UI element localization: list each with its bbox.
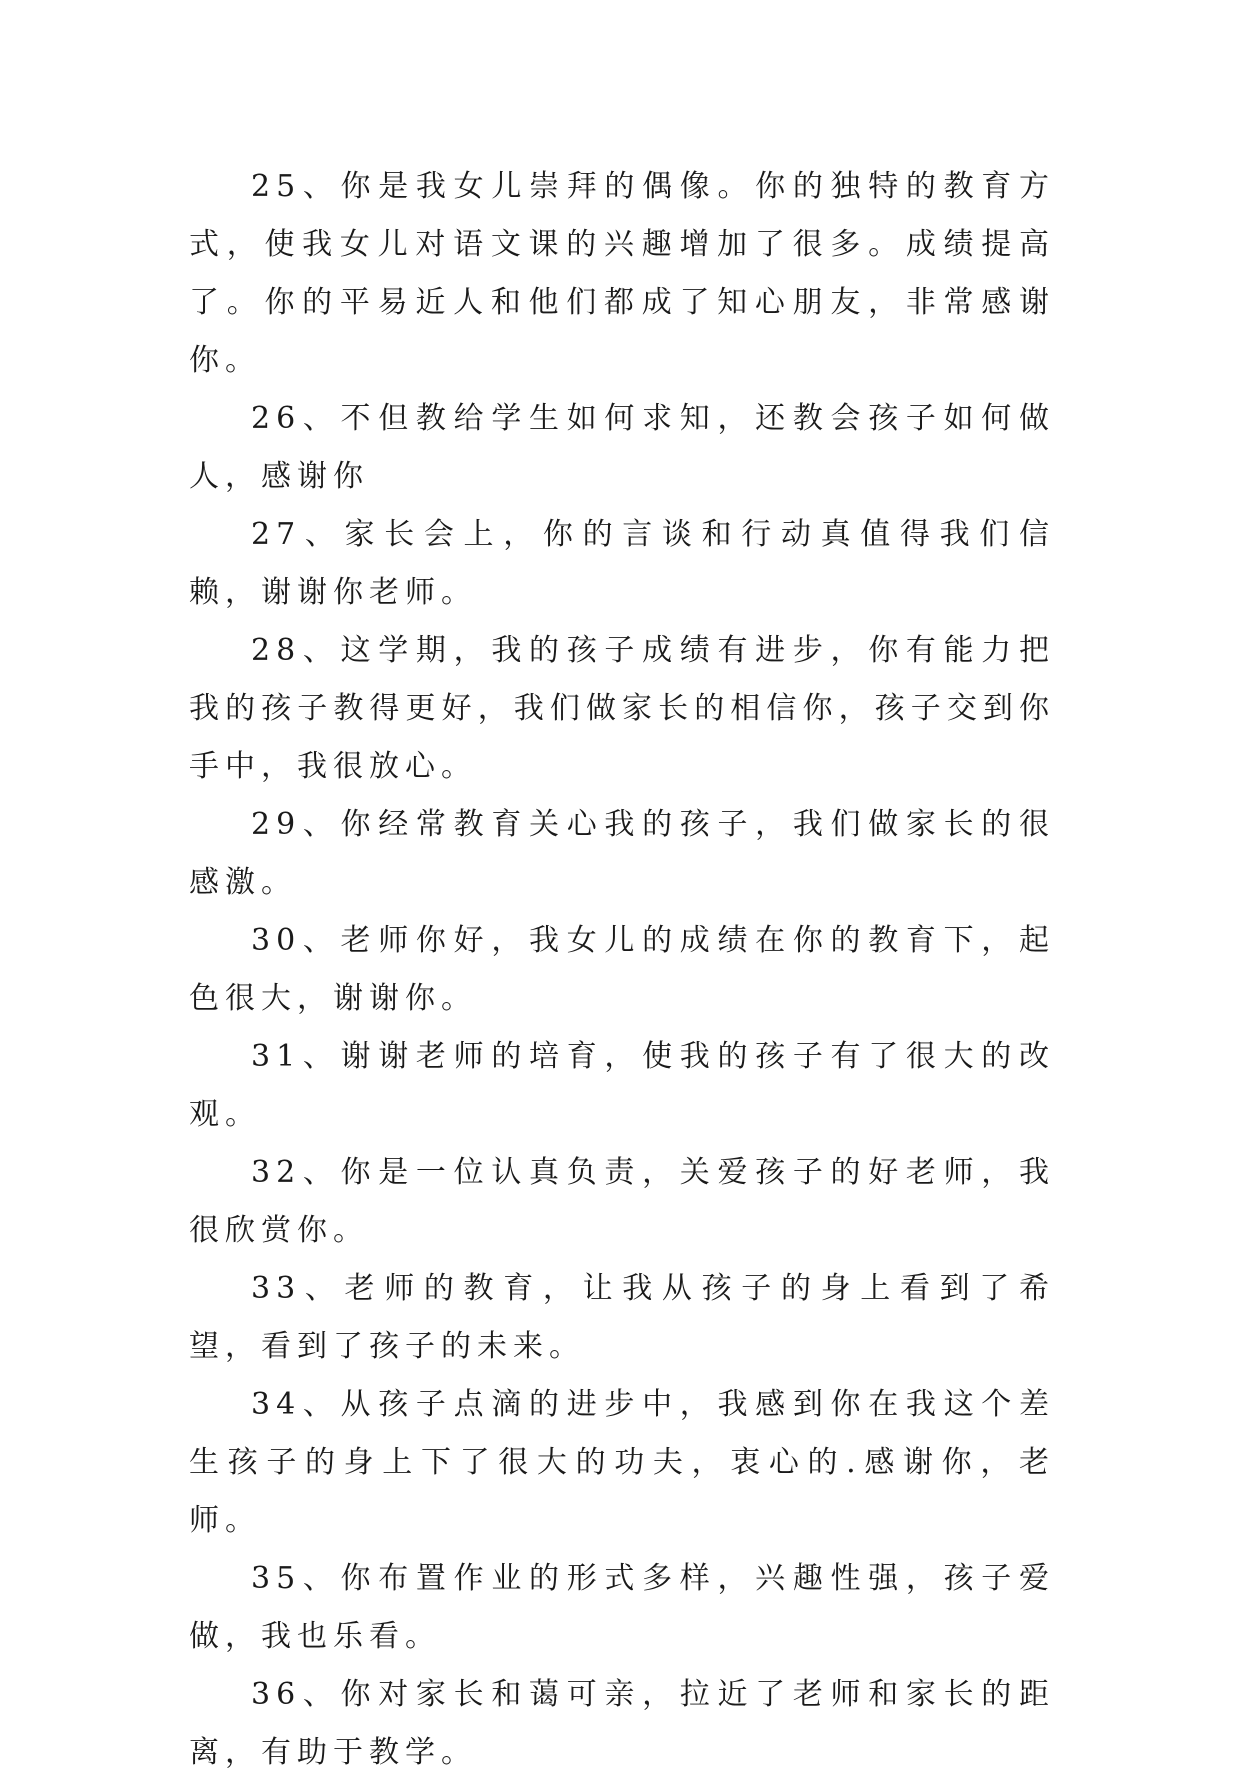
paragraph-25: 25、你是我女儿崇拜的偶像。你的独特的教育方式，使我女儿对语文课的兴趣增加了很多。成绩提高了。你的平易近人和他们都成了知心朋友，非常感谢你。 (189, 169, 1055, 378)
paragraph-36: 36、你对家长和蔼可亲，拉近了老师和家长的距离，有助于教学。 (189, 1677, 1055, 1770)
paragraph-34: 34、从孩子点滴的进步中，我感到你在我这个差生孩子的身上下了很大的功夫，衷心的.感谢你，老师。 (189, 1387, 1055, 1538)
paragraph-27: 27、家长会上，你的言谈和行动真值得我们信赖，谢谢你老师。 (189, 517, 1055, 610)
paragraph-26: 26、不但教给学生如何求知，还教会孩子如何做人，感谢你 (189, 401, 1055, 494)
paragraph-28: 28、这学期，我的孩子成绩有进步，你有能力把我的孩子教得更好，我们做家长的相信你，孩子交到你手中，我很放心。 (189, 633, 1055, 784)
paragraph-33: 33、老师的教育，让我从孩子的身上看到了希望，看到了孩子的未来。 (189, 1271, 1055, 1364)
paragraph-30: 30、老师你好，我女儿的成绩在你的教育下，起色很大，谢谢你。 (189, 923, 1055, 1016)
document-page (189, 158, 1055, 1782)
paragraph-31: 31、谢谢老师的培育，使我的孩子有了很大的改观。 (189, 1039, 1055, 1132)
paragraph-32: 32、你是一位认真负责，关爱孩子的好老师，我很欣赏你。 (189, 1155, 1055, 1248)
paragraph-35: 35、你布置作业的形式多样，兴趣性强，孩子爱做，我也乐看。 (189, 1561, 1055, 1654)
paragraph-29: 29、你经常教育关心我的孩子，我们做家长的很感激。 (189, 807, 1055, 900)
